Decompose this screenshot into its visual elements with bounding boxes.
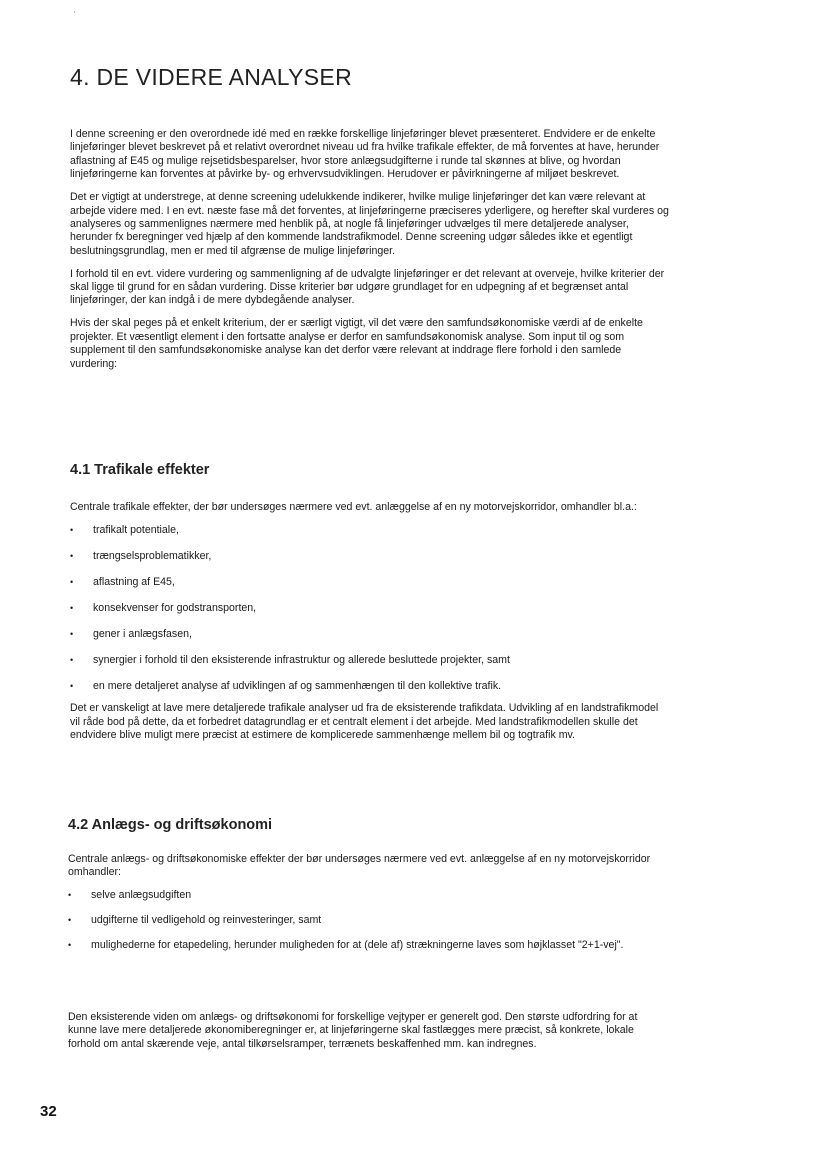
list-item: • udgifterne til vedligehold og reinvesteringer, samt xyxy=(68,914,668,927)
section-4-1-body xyxy=(70,501,670,752)
section-4-2-closing xyxy=(68,1011,668,1061)
bullet-list xyxy=(68,889,668,952)
section-heading-anlaegs-og-driftsoekonomi: 4.2 Anlægs- og driftsøkonomi xyxy=(68,817,273,833)
list-item: • selve anlægsudgiften xyxy=(68,889,668,902)
list-item: • mulighederne for etapedeling, herunder muligheden for at (dele af) strækningerne laves som højklasset "2+1-vej". xyxy=(68,939,668,952)
list-item: • konsekvenser for godstransporten, xyxy=(70,602,670,615)
section-heading-trafikale-effekter: 4.1 Trafikale effekter xyxy=(70,462,210,478)
section-closing-paragraph: Det er vanskeligt at lave mere detaljerede trafikale analyser ud fra de eksisterende trafikdata. Udvikling af en landstrafikmodel vil råde bod på dette, da et forbedret datagrundlag er et centralt element i det arbejde. Med landstrafikmodellen skulle det endvidere blive muligt mere præcist at estimere de komplicerede sammenhænge mellem bil og togtrafik mv. xyxy=(70,702,659,742)
page-number: 32 xyxy=(40,1103,57,1120)
list-item: • en mere detaljeret analyse af udviklingen af og sammenhængen til den kollektive trafik. xyxy=(70,680,670,693)
list-item: • aflastning af E45, xyxy=(70,576,670,589)
intro-paragraph: Hvis der skal peges på et enkelt kriterium, der er særligt vigtigt, vil det være den samfundsøkonomiske værdi af de enkelte projekter. Et væsentligt element i den fortsatte analyse er derfor en samfundsøkonomisk analyse. Som input til og som supplement til den samfundsøkonomiske analyse kan det derfor være relevant at inddrage flere forhold i den samlede vurdering: xyxy=(70,317,643,370)
list-item: • trafikalt potentiale, xyxy=(70,524,670,537)
page-title: 4. DE VIDERE ANALYSER xyxy=(70,64,352,90)
bullet-list xyxy=(70,524,670,693)
intro-section xyxy=(70,128,670,381)
section-lead: Centrale anlægs- og driftsøkonomiske effekter der bør undersøges nærmere ved evt. anlæggelse af en ny motorvejskorridor omhandler: xyxy=(68,853,651,879)
intro-paragraph: I forhold til en evt. videre vurdering og sammenligning af de udvalgte linjeføringer er det relevant at overveje, hvilke kriterier der skal ligge til grund for en sådan vurdering. Disse kriterier bør udgøre grundlaget for en udpegning af et begrænset antal linjeføringer, der kan indgå i de mere dybdegående analyser. xyxy=(70,267,665,307)
list-item: • gener i anlægsfasen, xyxy=(70,628,670,641)
intro-paragraph: I denne screening er den overordnede idé med en række forskellige linjeføringer blevet præsenteret. Endvidere er de enkelte linjeføringer blevet beskrevet på et relativt overordnet niveau ud fra hvilke trafikale effekter, de må forventes at have, herunder aflastning af E45 og mulige rejsetidsbesparelser, hvor store anlægsudgifterne i runde tal skønnes at blive, og hvordan linjeføringerne kan forventes at påvirke by- og erhvervsudviklingen. Herudover er påvirkningerne af miljøet beskrevet. xyxy=(70,128,660,181)
page-corner-mark: ' xyxy=(74,10,76,19)
section-4-2-body xyxy=(68,853,668,964)
intro-paragraph: Det er vigtigt at understrege, at denne screening udelukkende indikerer, hvilke mulige linjeføringer det kan være relevant at arbejde videre med. I en evt. næste fase må det forventes, at linjeføringerne præciseres yderligere, og herefter skal vurderes og analyseres og sammenlignes nærmere med henblik på, at nogle få linjeføringer udvælges til mere detaljerede analyser, herunder fx beregninger ved hjælp af den kommende landstrafikmodel. Denne screening udgør således ikke et egentligt beslutningsgrundlag, men er med til afgrænse de mulige linjeføringer. xyxy=(70,191,669,257)
section-closing-paragraph: Den eksisterende viden om anlægs- og driftsøkonomi for forskellige vejtyper er generelt god. Den største udfordring for at kunne lave mere detaljerede økonomiberegninger er, at linjeføringerne skal fastlægges mere præcist, så konkrete, lokale forhold om antal skærende veje, antal tilkørselsramper, terrænets beskaffenhed mm. kan indregnes. xyxy=(68,1011,638,1050)
section-lead: Centrale trafikale effekter, der bør undersøges nærmere ved evt. anlæggelse af en ny motorvejskorridor, omhandler bl.a.: xyxy=(70,501,637,513)
list-item: • synergier i forhold til den eksisterende infrastruktur og allerede besluttede projekter, samt xyxy=(70,654,670,667)
list-item: • trængselsproblematikker, xyxy=(70,550,670,563)
